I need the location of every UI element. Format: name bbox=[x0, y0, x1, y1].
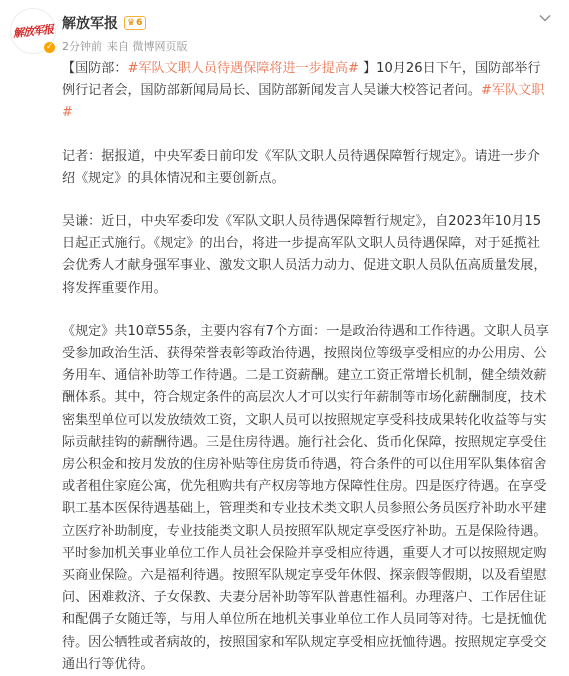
post-time[interactable]: 2分钟前 bbox=[62, 40, 102, 53]
post-header bbox=[62, 0, 551, 58]
author-avatar[interactable] bbox=[10, 8, 56, 54]
paragraph-details: 《规定》共10章55条，主要内容有7个方面：一是政治待遇和工作待遇。文职人员享受参加政治生活、获得荣誉表彰等政治待遇，按照岗位等级享受相应的办公用房、公务用车、通信补助等工作待遇。二是工资薪酬。建立工资正常增长机制，健全绩效薪酬体系。其中，符合规定条件的高层次人才可以实行年薪制等市场化薪酬制度，技术密集型单位可以发放绩效工资，文职人员可以按照规定享受科技成果转化收益等与实际贡献挂钩的薪酬待遇。三是住房待遇。施行社会化、货币化保障，按照规定享受住房公积金和按月发放的住房补贴等住房货币待遇，符合条件的可以住用军队集体宿舍或者租住家庭公寓，优先租购共有产权房等地方保障性住房。四是医疗待遇。在享受职工基本医保待遇基础上，管理类和专业技术类文职人员参照公务员医疗补助水平建立医疗补助制度，专业技能类文职人员按照军队规定享受医疗补助。五是保险待遇。平时参加机关事业单位工作人员社会保险并享受相应待遇，重要人才可以按照规定购买商业保险。六是福利待遇。按照军队规定享受年休假、探亲假等假期，以及看望慰问、困难救济、子女保教、夫妻分居补助等军队普惠性福利。办理落户、工作居住证和配偶子女随迁等，与用人单位所在地机关事业单位工作人员同等对待。七是抚恤优待。因公牺牲或者病故的，按照国家和军队规定享受相应抚恤待遇。按照规定享受交通出行等优待。 bbox=[62, 323, 549, 672]
crown-icon: ♛ bbox=[127, 18, 136, 28]
vip-level-badge[interactable] bbox=[124, 16, 146, 30]
lead-text: 】10月26日下午，国防部举行例行记者会，国防部新闻局局长、国防部新闻发言人吴谦大校答记者问。 bbox=[62, 61, 541, 99]
chevron-down-icon[interactable] bbox=[537, 10, 553, 26]
post-body bbox=[62, 58, 551, 676]
post-source: 来自 微博网页版 bbox=[107, 40, 188, 53]
paragraph-answer: 吴谦：近日，中央军委印发《军队文职人员待遇保障暂行规定》，自2023年10月15日起正式施行。《规定》的出台，将进一步提高军队文职人员待遇保障，对于延揽社会优秀人才献身强军事业、激发文职人员活力动力、促进文职人员队伍高质量发展，将发挥重要作用。 bbox=[62, 214, 547, 296]
avatar-logo: 解放军报 bbox=[12, 22, 54, 41]
hashtag-link[interactable]: #军队文职# bbox=[62, 83, 545, 121]
author-name[interactable]: 解放军报 bbox=[62, 16, 118, 32]
verified-badge-icon: ✓ bbox=[42, 40, 57, 55]
lead-prefix: 【国防部： bbox=[62, 61, 128, 76]
topic-link[interactable]: #军队文职人员待遇保障将进一步提高# bbox=[127, 61, 359, 76]
paragraph-lead bbox=[62, 58, 551, 125]
post-meta bbox=[62, 38, 551, 54]
paragraph-question: 记者：据报道，中央军委日前印发《军队文职人员待遇保障暂行规定》。请进一步介绍《规定》的具体情况和主要创新点。 bbox=[62, 148, 540, 186]
vip-level: 6 bbox=[136, 18, 143, 28]
